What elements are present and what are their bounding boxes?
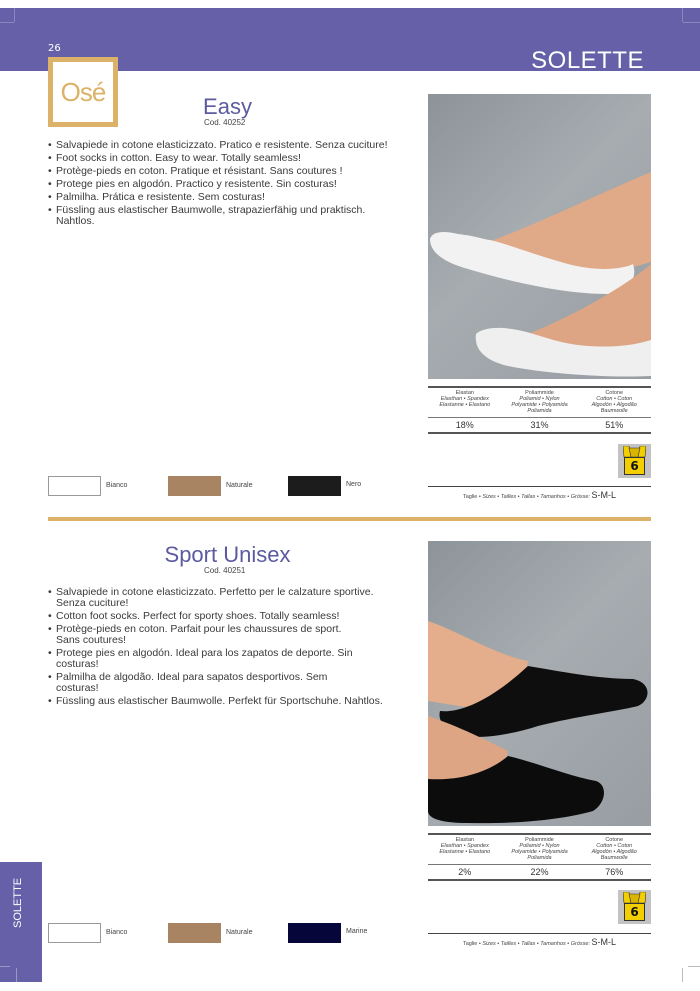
composition-table [428,833,651,881]
color-swatch-bianco [48,923,101,943]
product-title: Easy [203,94,252,119]
sizes-label: Sizes [482,941,496,947]
table-rule [428,432,651,434]
crop-mark [682,968,683,982]
composition-column [428,390,502,414]
sizes-value: S-M-L [591,490,617,500]
section-divider [48,517,651,521]
material-translation: Elasthan • Spandex [440,396,489,402]
product-photo [428,541,651,826]
black-socks-illustration [428,541,651,826]
color-label: Nero [346,481,362,488]
composition-column [577,837,651,861]
description-item: • Protège-pieds en coton. Pratique et résistant. Sans coutures ! [48,166,408,177]
material-translation: Poliamida [527,855,552,861]
sizes-rule [428,933,651,934]
material-name: Cotone [605,390,624,396]
description-item: • Palmilha. Prática e resistente. Sem costuras! [48,192,408,203]
composition-column [577,390,651,414]
product-description-list [48,587,393,709]
material-percent: 2% [458,867,472,877]
color-label: Bianco [106,482,128,489]
material-percent: 31% [530,420,549,430]
sizes-label: Tallas [521,941,536,947]
sizes-label: Tamanhos [540,941,566,947]
composition-column [503,390,577,414]
color-swatch-naturale [168,476,221,496]
description-item: • Cotton foot socks. Perfect for sporty shoes. Totally seamless! [48,611,393,622]
composition-table [428,386,651,434]
pack-quantity: 6 [624,903,645,921]
material-translation: Poliamid • Nylon [519,396,560,402]
product-photo [428,94,651,379]
material-translation: Cotton • Coton [596,843,633,849]
color-label: Marine [346,928,368,935]
material-percent: 76% [605,867,624,877]
table-rule [428,879,651,881]
page-number: 26 [48,43,61,54]
material-translation: Elasthan • Spandex [440,843,489,849]
material-translation: Polyamide • Polyamida [511,402,568,408]
description-item: • Protege pies en algodón. Ideal para los zapatos de deporte. Sin costuras! [48,648,358,670]
crop-mark [0,966,10,967]
crop-mark [682,8,683,22]
material-translation: Elastanne • Elastano [439,402,491,408]
material-translation: Poliamid • Nylon [519,843,560,849]
material-translation: Baumwolle [600,855,628,861]
sizes-label: Taglie [462,941,478,947]
white-socks-illustration [428,94,651,379]
composition-column [503,837,577,861]
crop-mark [688,966,700,967]
pack-quantity-icon [618,890,651,924]
description-item: • Protege pies en algodón. Practico y resistente. Sin costuras! [48,179,408,190]
sizes-label: Tallas [521,494,536,500]
sizes-info: Taglie • Sizes • Tailles • Tallas • Tamanhos • Grösse: S-M-L [462,490,617,500]
sizes-label: Grösse: [570,941,591,947]
material-translation: Algodón • Algodão [591,402,637,408]
description-item: • Füssling aus elastischer Baumwolle, strapazierfähig und praktisch. Nahtlos. [48,205,378,227]
color-label: Naturale [226,929,253,936]
pack-quantity-icon [618,444,651,478]
color-label: Bianco [106,929,128,936]
description-item: • Füssling aus elastischer Baumwolle. Perfekt für Sportschuhe. Nahtlos. [48,696,393,707]
sizes-label: Tamanhos [540,494,566,500]
composition-column [428,837,502,861]
sizes-rule [428,486,651,487]
sizes-value: S-M-L [591,937,617,947]
description-item: • Palmilha de algodão. Ideal para sapatos desportivos. Sem costuras! [48,672,328,694]
material-name: Poliammide [525,837,554,843]
material-translation: Baumwolle [600,408,628,414]
product-code: Cod. 40251 [204,566,246,575]
material-percent: 51% [605,420,624,430]
material-percent: 22% [530,867,549,877]
crop-mark [683,22,700,23]
material-name: Cotone [605,837,624,843]
sizes-label: Taglie [462,494,478,500]
sizes-label: Sizes [482,494,496,500]
color-swatch-naturale [168,923,221,943]
product-code: Cod. 40252 [204,118,246,127]
crop-mark [16,968,17,982]
sizes-info: Taglie • Sizes • Tailles • Tallas • Tamanhos • Grösse: S-M-L [462,937,617,947]
crop-mark [0,22,14,23]
sizes-label: Grösse: [570,494,591,500]
material-translation: Elastanne • Elastano [439,849,491,855]
color-swatch-marine [288,923,341,943]
color-label: Naturale [226,482,253,489]
brand-logo [48,57,118,127]
material-translation: Algodón • Algodão [591,849,637,855]
description-item: • Salvapiede in cotone elasticizzato. Pratico e resistente. Senza cuciture! [48,140,408,151]
pack-quantity: 6 [624,457,645,475]
sizes-label: Tailles [500,941,517,947]
product-title: Sport Unisex [164,542,291,567]
color-swatch-nero [288,476,341,496]
description-item: • Foot socks in cotton. Easy to wear. Totally seamless! [48,153,408,164]
material-translation: Cotton • Coton [596,396,633,402]
material-percent: 18% [455,420,474,430]
description-item: • Protège-pieds en coton. Parfait pour les chaussures de sport. Sans coutures! [48,624,358,646]
description-item: • Salvapiede in cotone elasticizzato. Perfetto per le calzature sportive. Senza cuciture! [48,587,393,609]
material-translation: Poliamida [527,408,552,414]
sizes-label: Tailles [500,494,517,500]
material-name: Elastan [455,390,474,396]
color-swatch-bianco [48,476,101,496]
section-title: SOLETTE [531,48,644,72]
material-translation: Polyamide • Polyamida [511,849,568,855]
material-name: Elastan [455,837,474,843]
brand-logo-text: Osé [60,76,106,107]
side-tab-label: SOLETTE [12,877,24,928]
product-description-list [48,140,408,229]
material-name: Poliammide [525,390,554,396]
crop-mark [14,8,15,22]
